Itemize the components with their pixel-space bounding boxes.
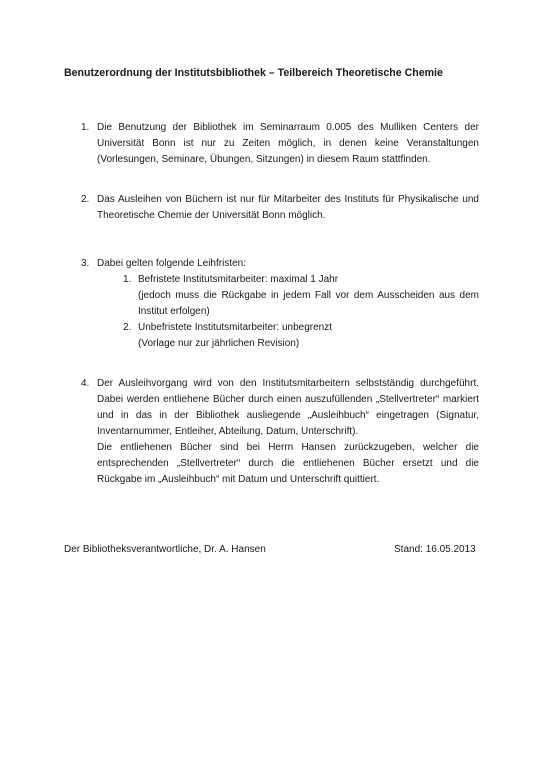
rule-number: 1. (81, 122, 90, 133)
sub-number: 2. (123, 322, 132, 333)
rule-number: 3. (81, 258, 90, 269)
rule-text: Die Benutzung der Bibliothek im Seminarraum 0.005 des Mulliken Centers der Universität Bonn ist nur zu Zeiten möglich, in denen keine Veranstaltungen (Vorlesungen, Seminare, Übungen, Sitzungen) in diesem Raum stattfinden. (97, 122, 479, 165)
rule-item-1 (81, 120, 479, 168)
sub-note: (jedoch muss die Rückgabe in jedem Fall vor dem Ausscheiden aus dem Institut erfolgen) (138, 290, 479, 317)
sub-note: (Vorlage nur zur jährlichen Revision) (138, 338, 300, 349)
rule-text: Der Ausleihvorgang wird von den Institutsmitarbeitern selbstständig durchgeführt. Dabei werden entliehene Bücher durch einen auszufüllenden „Stellvertreter“ markiert und in das in der Bibliothek ausliegende „Ausleihbuch“ eingetragen (Signatur, Inventarnummer, Entleiher, Abteilung, Datum, Unterschrift). (97, 378, 479, 437)
rule-number: 4. (81, 378, 90, 389)
rule-text-continued: Die entliehenen Bücher sind bei Herrn Hansen zurückzugeben, welcher die entsprechenden „Stellvertreter“ durch die entliehenen Bücher ersetzt und die Rückgabe im „Ausleihbuch“ mit Datum und Unterschrift quittiert. (97, 442, 479, 485)
sub-text: Befristete Institutsmitarbeiter: maximal 1 Jahr (138, 274, 339, 285)
sub-item-2 (123, 320, 479, 352)
rule-item-3 (81, 256, 479, 352)
sub-number: 1. (123, 274, 132, 285)
rule-text: Dabei gelten folgende Leihfristen: (97, 258, 246, 269)
date-stamp: Stand: 16.05.2013 (394, 544, 476, 555)
rule-item-2 (81, 192, 479, 224)
rule-text: Das Ausleihen von Büchern ist nur für Mitarbeiter des Instituts für Physikalische und Theoretische Chemie der Universität Bonn möglich. (97, 194, 479, 221)
sub-text: Unbefristete Institutsmitarbeiter: unbegrenzt (138, 322, 332, 333)
rule-item-4 (81, 376, 479, 488)
document-title: Benutzerordnung der Institutsbibliothek – Teilbereich Theoretische Chemie (64, 67, 443, 79)
sub-item-1 (123, 272, 479, 320)
signature-line: Der Bibliotheksverantwortliche, Dr. A. Hansen (64, 544, 266, 555)
rule-number: 2. (81, 194, 90, 205)
